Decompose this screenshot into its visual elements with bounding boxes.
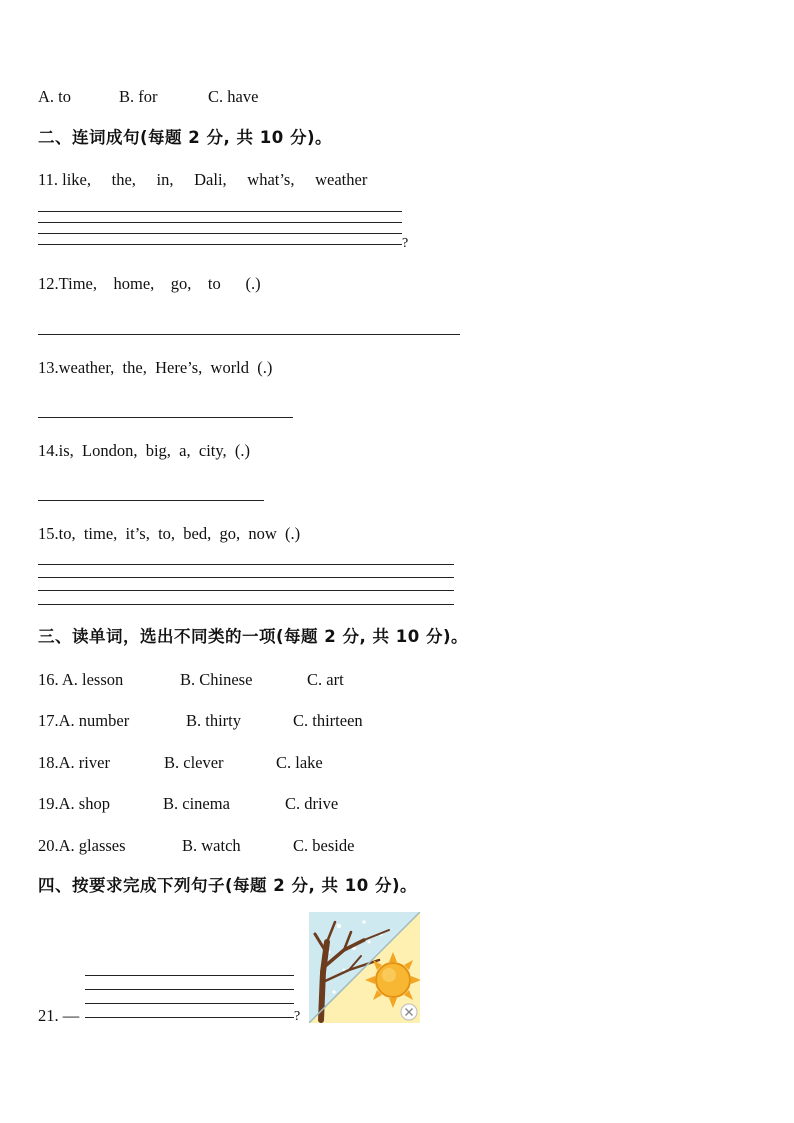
q17-option-a: 17.A. number <box>38 711 130 730</box>
answer-line <box>38 577 454 578</box>
winter-summer-picture <box>309 912 420 1023</box>
question-21: 21. — <box>38 1006 80 1025</box>
question-13: 13.weather, the, Here’s, world (.) <box>38 358 273 377</box>
q20-option-c: C. beside <box>293 836 355 855</box>
q20-option-a: 20.A. glasses <box>38 836 126 855</box>
q20-option-b: B. watch <box>182 836 241 855</box>
q10-option-c: C. have <box>208 87 259 106</box>
q16-option-c: C. art <box>307 670 344 689</box>
q10-option-b: B. for <box>119 87 158 106</box>
question-11-end-mark: ? <box>402 236 409 251</box>
answer-line <box>38 564 454 565</box>
q18-option-b: B. clever <box>164 753 224 772</box>
question-21-end-mark: ? <box>294 1009 301 1024</box>
answer-line <box>38 500 264 501</box>
section-4-heading: 四、按要求完成下列句子(每题 2 分, 共 10 分)。 <box>38 876 418 895</box>
q10-option-a: A. to <box>38 87 71 106</box>
answer-line <box>38 604 454 605</box>
answer-line <box>85 989 294 990</box>
answer-line <box>38 211 402 212</box>
section-2-heading: 二、连词成句(每题 2 分, 共 10 分)。 <box>38 128 333 147</box>
answer-line <box>38 233 402 234</box>
question-11: 11. like, the, in, Dali, what’s, weather <box>38 170 368 189</box>
answer-line <box>38 244 402 245</box>
question-14: 14.is, London, big, a, city, (.) <box>38 441 251 460</box>
answer-line <box>38 334 460 335</box>
section-3-heading: 三、读单词，选出不同类的一项(每题 2 分, 共 10 分)。 <box>38 627 469 646</box>
q16-option-b: B. Chinese <box>180 670 253 689</box>
q19-option-a: 19.A. shop <box>38 794 110 813</box>
q17-option-b: B. thirty <box>186 711 242 730</box>
question-12: 12.Time, home, go, to (.) <box>38 274 261 293</box>
answer-line <box>85 975 294 976</box>
q18-option-a: 18.A. river <box>38 753 110 772</box>
q17-option-c: C. thirteen <box>293 711 363 730</box>
question-15: 15.to, time, it’s, to, bed, go, now (.) <box>38 524 301 543</box>
answer-line <box>85 1017 294 1018</box>
q16-option-a: 16. A. lesson <box>38 670 124 689</box>
answer-line <box>85 1003 294 1004</box>
q19-option-c: C. drive <box>285 794 339 813</box>
q19-option-b: B. cinema <box>163 794 230 813</box>
answer-line <box>38 590 454 591</box>
answer-line <box>38 417 293 418</box>
q18-option-c: C. lake <box>276 753 323 772</box>
answer-line <box>38 222 402 223</box>
